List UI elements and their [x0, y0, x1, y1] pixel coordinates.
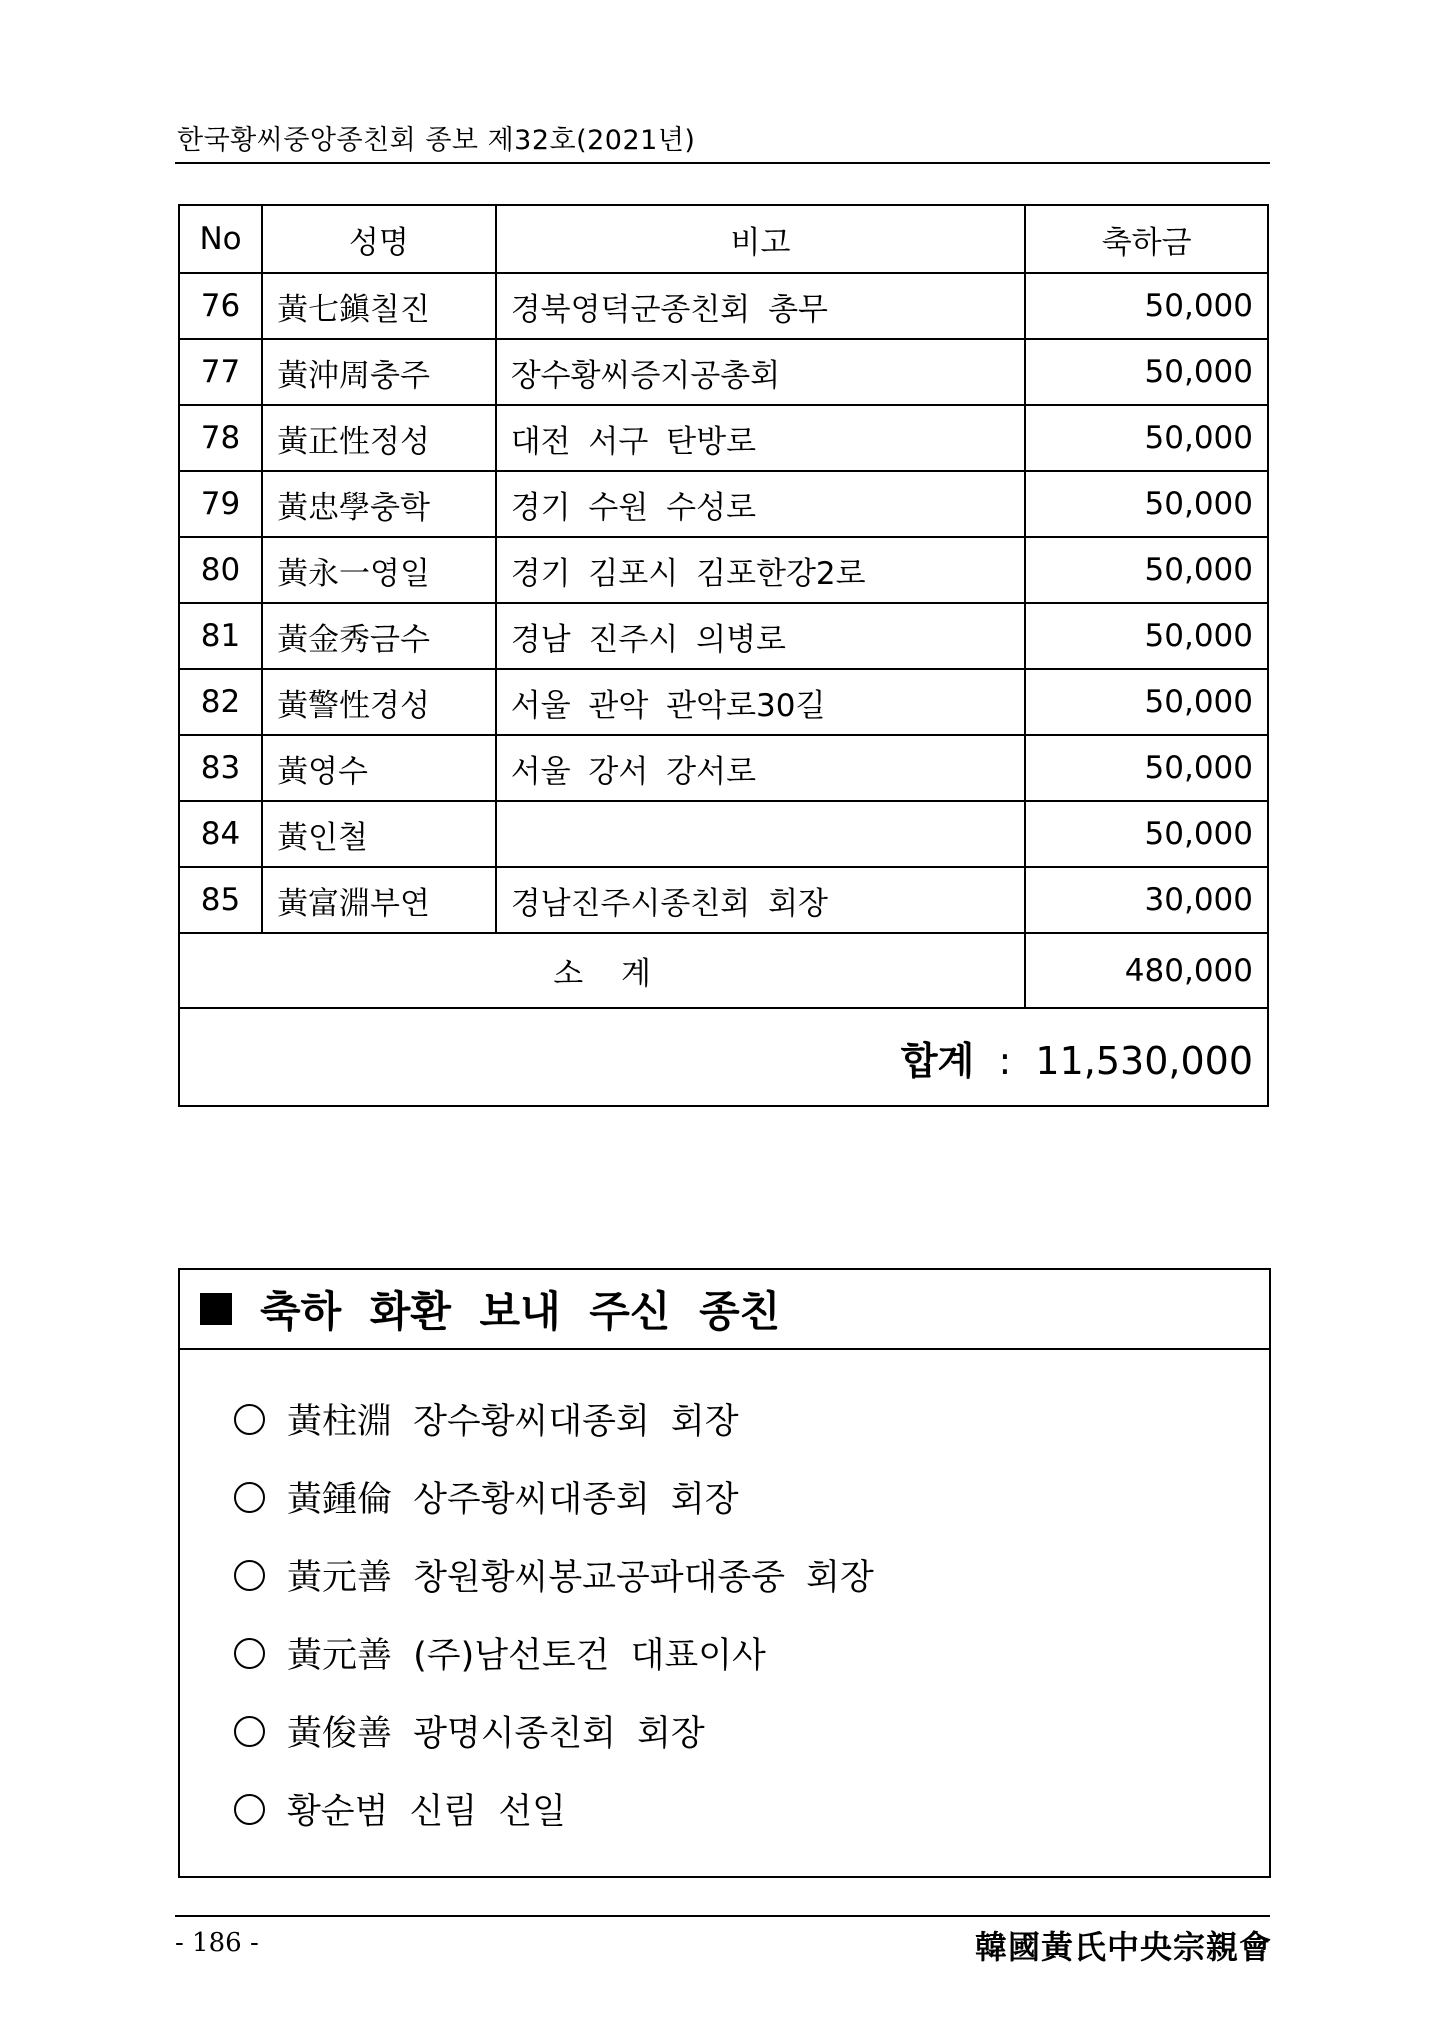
- cell-amount: 50,000: [1025, 471, 1268, 537]
- list-item: [234, 1770, 874, 1848]
- cell-no: 77: [179, 339, 262, 405]
- column-header-note: 비고: [496, 205, 1026, 273]
- cell-no: 78: [179, 405, 262, 471]
- cell-amount: 50,000: [1025, 339, 1268, 405]
- cell-name: 黃金秀금수: [262, 603, 496, 669]
- list-item-text: 黃柱淵 장수황씨대종회 회장: [287, 1402, 739, 1442]
- total-row: [179, 1008, 1268, 1106]
- wreath-title: 축하 화환 보내 주신 종친: [260, 1287, 781, 1336]
- cell-no: 81: [179, 603, 262, 669]
- table-header-row: [179, 205, 1268, 273]
- publication-title: 한국황씨중앙종친회 종보 제32호(2021년): [177, 125, 696, 156]
- cell-name: 黃警性경성: [262, 669, 496, 735]
- cell-no: 84: [179, 801, 262, 867]
- black-square-icon: [200, 1293, 232, 1325]
- total-separator: :: [998, 1038, 1012, 1083]
- page-number: - 186 -: [175, 1928, 259, 1958]
- cell-note: 서울 강서 강서로: [496, 735, 1026, 801]
- cell-no: 82: [179, 669, 262, 735]
- donation-table: [178, 204, 1269, 1107]
- circle-bullet-icon: [234, 1404, 265, 1435]
- wreath-header: [180, 1270, 1269, 1350]
- cell-no: 83: [179, 735, 262, 801]
- cell-no: 80: [179, 537, 262, 603]
- table-row: [179, 603, 1268, 669]
- cell-name: 黃富淵부연: [262, 867, 496, 933]
- cell-no: 76: [179, 273, 262, 339]
- circle-bullet-icon: [234, 1482, 265, 1513]
- table-row: [179, 801, 1268, 867]
- subtotal-label: 소 계: [179, 933, 1025, 1008]
- table-row: [179, 471, 1268, 537]
- wreath-box: [178, 1268, 1271, 1878]
- column-header-name: 성명: [262, 205, 496, 273]
- column-header-no: No: [179, 205, 262, 273]
- cell-amount: 50,000: [1025, 603, 1268, 669]
- table-row: [179, 735, 1268, 801]
- cell-name: 黃正性정성: [262, 405, 496, 471]
- cell-note: 경기 김포시 김포한강2로: [496, 537, 1026, 603]
- list-item: [234, 1380, 874, 1458]
- cell-name: 黃永一영일: [262, 537, 496, 603]
- table-row: [179, 405, 1268, 471]
- footer-divider: [175, 1915, 1270, 1917]
- cell-name: 黃七鎭칠진: [262, 273, 496, 339]
- circle-bullet-icon: [234, 1638, 265, 1669]
- circle-bullet-icon: [234, 1794, 265, 1825]
- total-amount: 11,530,000: [1035, 1038, 1253, 1083]
- list-item-text: 黃元善 (주)남선토건 대표이사: [287, 1636, 766, 1676]
- cell-amount: 50,000: [1025, 405, 1268, 471]
- table-row: [179, 867, 1268, 933]
- cell-amount: 50,000: [1025, 273, 1268, 339]
- list-item-text: 황순범 신림 선일: [287, 1792, 566, 1832]
- cell-no: 85: [179, 867, 262, 933]
- table-row: [179, 537, 1268, 603]
- cell-note: 경남진주시종친회 회장: [496, 867, 1026, 933]
- cell-amount: 50,000: [1025, 735, 1268, 801]
- total-cell: [179, 1008, 1268, 1106]
- page-header: [175, 112, 1270, 164]
- list-item-text: 黃鍾倫 상주황씨대종회 회장: [287, 1480, 739, 1520]
- subtotal-amount: 480,000: [1025, 933, 1268, 1008]
- cell-name: 黃영수: [262, 735, 496, 801]
- list-item: [234, 1458, 874, 1536]
- cell-note: [496, 801, 1026, 867]
- list-item: [234, 1692, 874, 1770]
- cell-note: 대전 서구 탄방로: [496, 405, 1026, 471]
- cell-amount: 50,000: [1025, 801, 1268, 867]
- organization-name: 韓國黃氏中央宗親會: [974, 1928, 1272, 1966]
- list-item-text: 黃俊善 광명시종친회 회장: [287, 1714, 705, 1754]
- table-row: [179, 669, 1268, 735]
- cell-amount: 50,000: [1025, 669, 1268, 735]
- cell-note: 서울 관악 관악로30길: [496, 669, 1026, 735]
- cell-amount: 50,000: [1025, 537, 1268, 603]
- cell-name: 黃인철: [262, 801, 496, 867]
- list-item: [234, 1614, 874, 1692]
- list-item: [234, 1536, 874, 1614]
- cell-name: 黃沖周충주: [262, 339, 496, 405]
- column-header-amount: 축하금: [1025, 205, 1268, 273]
- cell-amount: 30,000: [1025, 867, 1268, 933]
- cell-name: 黃忠學충학: [262, 471, 496, 537]
- table-row: [179, 339, 1268, 405]
- cell-note: 경북영덕군종친회 총무: [496, 273, 1026, 339]
- wreath-list: [234, 1380, 874, 1848]
- cell-note: 경기 수원 수성로: [496, 471, 1026, 537]
- circle-bullet-icon: [234, 1560, 265, 1591]
- cell-note: 경남 진주시 의병로: [496, 603, 1026, 669]
- cell-note: 장수황씨증지공총회: [496, 339, 1026, 405]
- subtotal-row: [179, 933, 1268, 1008]
- circle-bullet-icon: [234, 1716, 265, 1747]
- total-label: 합계: [900, 1038, 975, 1083]
- list-item-text: 黃元善 창원황씨봉교공파대종중 회장: [287, 1558, 874, 1598]
- cell-no: 79: [179, 471, 262, 537]
- table-row: [179, 273, 1268, 339]
